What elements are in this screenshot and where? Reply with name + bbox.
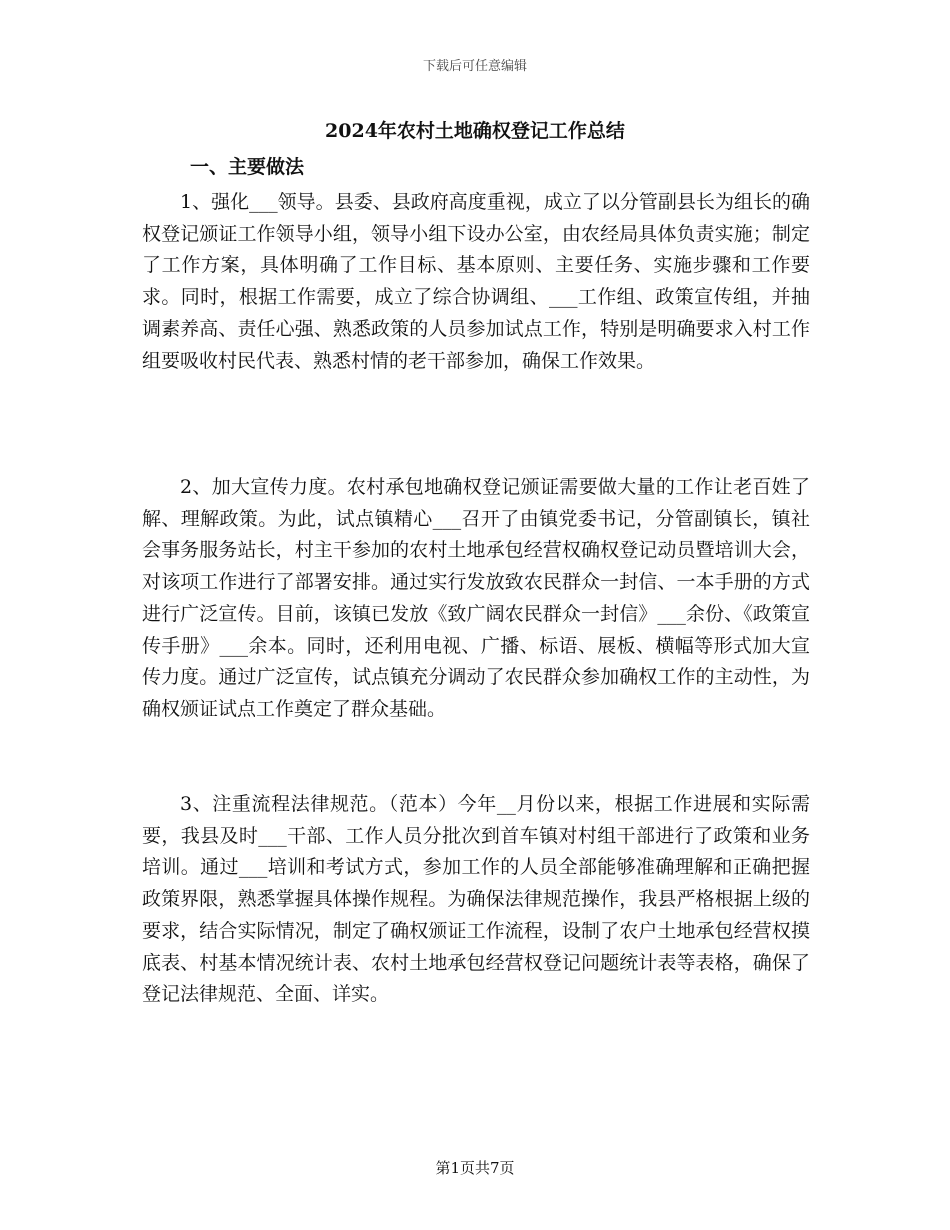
section-heading: 一、主要做法: [190, 156, 305, 178]
paragraph-1: 1、强化___领导。县委、县政府高度重视，成立了以分管副县长为组长的确权登记颁证工作领导小组，领导小组下设办公室，由农经局具体负责实施；制定了工作方案，具体明确了工作目标、基本原则、主要任务、实施步骤和工作要求。同时，根据工作需要，成立了综合协调组、___工作组、政策宣传组，并抽调素养高、责任心强、熟悉政策的人员参加试点工作，特别是明确要求入村工作组要吸收村民代表、熟悉村情的老干部参加，确保工作效果。: [142, 191, 810, 372]
header-note: 下载后可任意编辑: [422, 59, 527, 74]
document-title: 2024年农村土地确权登记工作总结: [325, 120, 625, 142]
paragraph-2: 2、加大宣传力度。农村承包地确权登记颁证需要做大量的工作让老百姓了解、理解政策。为此，试点镇精心___召开了由镇党委书记，分管副镇长，镇社会事务服务站长，村主干参加的农村土地承包经营权确权登记动员暨培训大会，对该项工作进行了部署安排。通过实行发放致农民群众一封信、一本手册的方式进行广泛宣传。目前，该镇已发放《致广阔农民群众一封信》___余份、《政策宣传手册》___余本。同时，还利用电视、广播、标语、展板、横幅等形式加大宣传力度。通过广泛宣传，试点镇充分调动了农民群众参加确权工作的主动性，为确权颁证试点工作奠定了群众基础。: [142, 476, 810, 720]
paragraph-3: 3、注重流程法律规范。（范本）今年__月份以来，根据工作进展和实际需要，我县及时___干部、工作人员分批次到首车镇对村组干部进行了政策和业务培训。通过___培训和考试方式，参加工作的人员全部能够准确理解和正确把握政策界限，熟悉掌握具体操作规程。为确保法律规范操作，我县严格根据上级的要求，结合实际情况，制定了确权颁证工作流程，设制了农户土地承包经营权摸底表、村基本情况统计表、农村土地承包经营权登记问题统计表等表格，确保了登记法律规范、全面、详实。: [142, 793, 810, 1006]
page-number-footer: 第1页共7页: [435, 1159, 515, 1177]
